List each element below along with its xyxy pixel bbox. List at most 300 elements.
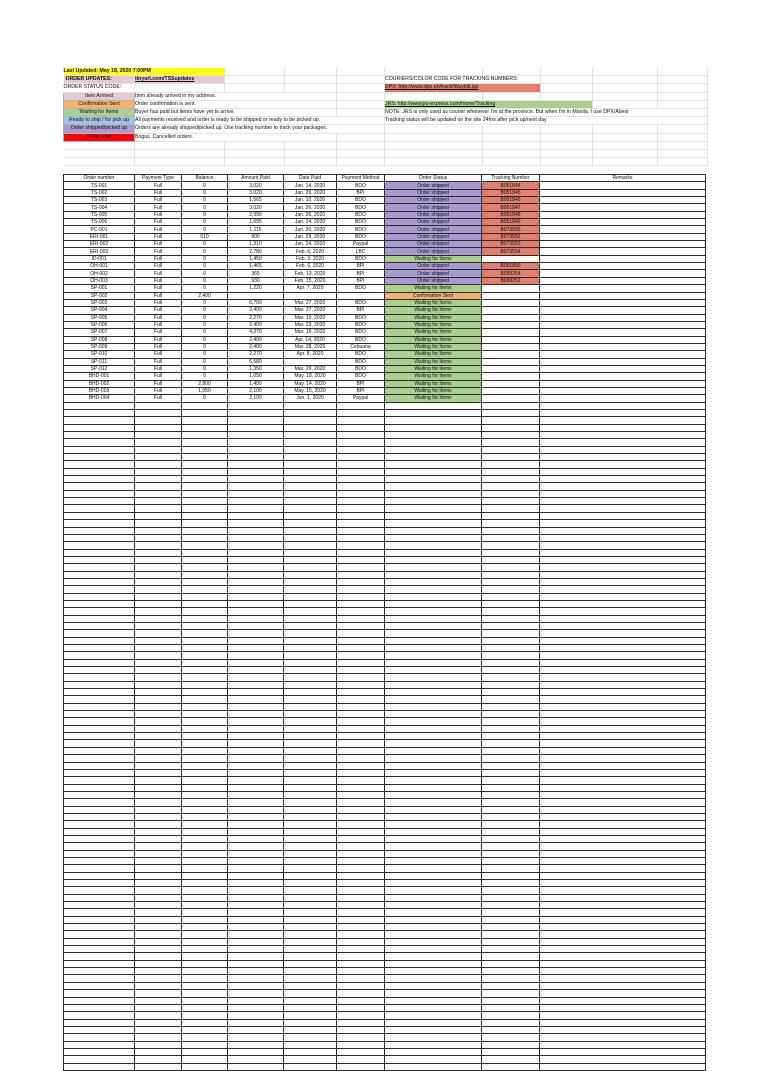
table-row bbox=[64, 806, 706, 813]
cell-payment-type bbox=[135, 733, 182, 740]
cell-tracking-number bbox=[482, 351, 540, 358]
cell-order-status bbox=[385, 630, 482, 637]
cell-payment-type: Full bbox=[135, 277, 182, 284]
cell-payment-type bbox=[135, 902, 182, 909]
cell-payment-type bbox=[135, 520, 182, 527]
cell-tracking-number bbox=[482, 556, 540, 563]
cell-order-number bbox=[64, 762, 135, 769]
cell-remarks bbox=[540, 307, 706, 314]
cell-payment-method bbox=[337, 637, 385, 644]
cell-tracking-number bbox=[482, 725, 540, 732]
cell-payment-type: Full bbox=[135, 219, 182, 226]
table-row bbox=[64, 505, 706, 512]
cell-tracking-number bbox=[482, 571, 540, 578]
cell-order-number bbox=[64, 997, 135, 1004]
cell-date-paid: Feb. 6, 2020 bbox=[284, 263, 337, 270]
cell-balance bbox=[182, 674, 228, 681]
cell-tracking-number bbox=[482, 542, 540, 549]
cell-amount-paid bbox=[228, 483, 284, 490]
cell-balance bbox=[182, 946, 228, 953]
cell-date-paid bbox=[284, 924, 337, 931]
cell-remarks bbox=[540, 351, 706, 358]
cell-order-status bbox=[385, 990, 482, 997]
cell-remarks bbox=[540, 505, 706, 512]
cell-amount-paid bbox=[228, 564, 284, 571]
cell-payment-method bbox=[337, 887, 385, 894]
table-row bbox=[64, 667, 706, 674]
table-row bbox=[64, 784, 706, 791]
cell-payment-type bbox=[135, 600, 182, 607]
cell-tracking-number: B039252 bbox=[482, 277, 540, 284]
cell-amount-paid bbox=[228, 828, 284, 835]
cell-payment-type bbox=[135, 865, 182, 872]
table-row bbox=[64, 285, 706, 292]
cell-order-status bbox=[385, 454, 482, 461]
cell-payment-method: BDO bbox=[337, 351, 385, 358]
cell-payment-method: LBC bbox=[337, 248, 385, 255]
cell-date-paid: Jun. 1, 2020 bbox=[284, 395, 337, 402]
cell-remarks bbox=[540, 674, 706, 681]
cell-amount-paid bbox=[228, 931, 284, 938]
table-row bbox=[64, 725, 706, 732]
cell-tracking-number bbox=[482, 446, 540, 453]
cell-order-status bbox=[385, 696, 482, 703]
cell-payment-type bbox=[135, 439, 182, 446]
cell-date-paid bbox=[284, 446, 337, 453]
table-row bbox=[64, 813, 706, 820]
cell-payment-type bbox=[135, 417, 182, 424]
cell-amount-paid: 6,580 bbox=[228, 358, 284, 365]
cell-date-paid bbox=[284, 711, 337, 718]
cell-date-paid bbox=[284, 916, 337, 923]
cell-tracking-number bbox=[482, 887, 540, 894]
cell-payment-method bbox=[337, 931, 385, 938]
cell-order-status bbox=[385, 865, 482, 872]
cell-date-paid bbox=[284, 740, 337, 747]
cell-order-number bbox=[64, 718, 135, 725]
table-row bbox=[64, 615, 706, 622]
cell-payment-method bbox=[337, 880, 385, 887]
column-header-amount-paid: Amount Paid bbox=[228, 175, 284, 182]
cell-remarks bbox=[540, 373, 706, 380]
cell-remarks bbox=[540, 549, 706, 556]
cell-balance bbox=[182, 659, 228, 666]
cell-remarks bbox=[540, 850, 706, 857]
legend-order-shipped: Order shipped/picked up bbox=[64, 125, 135, 133]
cell-date-paid bbox=[284, 1048, 337, 1055]
table-row bbox=[64, 329, 706, 336]
cell-date-paid bbox=[284, 946, 337, 953]
table-row bbox=[64, 410, 706, 417]
cell-date-paid bbox=[284, 402, 337, 409]
cell-remarks bbox=[540, 417, 706, 424]
cell-tracking-number bbox=[482, 968, 540, 975]
cell-payment-method bbox=[337, 711, 385, 718]
cell-order-number bbox=[64, 1048, 135, 1055]
cell-order-number bbox=[64, 733, 135, 740]
table-row bbox=[64, 762, 706, 769]
cell-balance: 0 bbox=[182, 314, 228, 321]
cell-balance bbox=[182, 813, 228, 820]
cell-balance bbox=[182, 733, 228, 740]
cell-tracking-number bbox=[482, 1056, 540, 1063]
cell-payment-method: BDO bbox=[337, 329, 385, 336]
cell-order-status bbox=[385, 828, 482, 835]
cell-tracking-number: B051850 bbox=[482, 263, 540, 270]
cell-amount-paid bbox=[228, 696, 284, 703]
cell-order-status: Waiting for Items bbox=[385, 336, 482, 343]
cell-payment-method: BPI bbox=[337, 380, 385, 387]
cell-remarks bbox=[540, 894, 706, 901]
cell-order-number: SP-007 bbox=[64, 329, 135, 336]
cell-order-number bbox=[64, 1041, 135, 1048]
cell-order-status bbox=[385, 586, 482, 593]
cell-remarks bbox=[540, 182, 706, 189]
cell-remarks bbox=[540, 578, 706, 585]
table-row bbox=[64, 828, 706, 835]
cell-remarks bbox=[540, 571, 706, 578]
cell-tracking-number bbox=[482, 1026, 540, 1033]
cell-order-status: Order shipped bbox=[385, 182, 482, 189]
cell-payment-method bbox=[337, 659, 385, 666]
cell-date-paid: Mar. 29, 2020 bbox=[284, 365, 337, 372]
cell-remarks bbox=[540, 784, 706, 791]
cell-remarks bbox=[540, 233, 706, 240]
cell-amount-paid: 2,400 bbox=[228, 321, 284, 328]
cell-balance bbox=[182, 968, 228, 975]
cell-date-paid bbox=[284, 843, 337, 850]
jrs-tracking-link[interactable]: JRS: http://www.jrs-express.com/home/Tracking bbox=[385, 100, 593, 108]
cell-order-status bbox=[385, 931, 482, 938]
cell-payment-type bbox=[135, 718, 182, 725]
cell-remarks bbox=[540, 285, 706, 292]
table-row bbox=[64, 424, 706, 431]
cell-tracking-number bbox=[482, 718, 540, 725]
cell-payment-method bbox=[337, 762, 385, 769]
cell-remarks bbox=[540, 938, 706, 945]
cell-tracking-number bbox=[482, 689, 540, 696]
cell-order-number: TS-003 bbox=[64, 197, 135, 204]
cell-remarks bbox=[540, 358, 706, 365]
cell-tracking-number: B073555 bbox=[482, 226, 540, 233]
cell-date-paid bbox=[284, 821, 337, 828]
cell-amount-paid bbox=[228, 615, 284, 622]
cell-order-status bbox=[385, 542, 482, 549]
cell-balance bbox=[182, 982, 228, 989]
cell-remarks bbox=[540, 365, 706, 372]
cell-date-paid bbox=[284, 593, 337, 600]
table-row bbox=[64, 622, 706, 629]
cell-amount-paid bbox=[228, 762, 284, 769]
cell-payment-method bbox=[337, 417, 385, 424]
cell-date-paid bbox=[284, 527, 337, 534]
cell-payment-type: Full bbox=[135, 285, 182, 292]
cell-amount-paid bbox=[228, 1004, 284, 1011]
cell-payment-method bbox=[337, 916, 385, 923]
cell-balance bbox=[182, 556, 228, 563]
cell-date-paid: Jan. 10, 2020 bbox=[284, 197, 337, 204]
cell-amount-paid bbox=[228, 806, 284, 813]
cell-tracking-number bbox=[482, 1063, 540, 1070]
cell-order-status: Confirmation Sent bbox=[385, 292, 482, 299]
cell-order-status: Waiting for Items bbox=[385, 343, 482, 350]
cell-payment-method: BPI bbox=[337, 189, 385, 196]
cell-remarks bbox=[540, 542, 706, 549]
cell-payment-method bbox=[337, 843, 385, 850]
cell-order-number: SP-011 bbox=[64, 358, 135, 365]
cell-payment-type bbox=[135, 813, 182, 820]
table-row bbox=[64, 263, 706, 270]
cell-order-number bbox=[64, 902, 135, 909]
cell-payment-method: BDO bbox=[337, 211, 385, 218]
cell-balance: 0 bbox=[182, 343, 228, 350]
cell-order-status bbox=[385, 512, 482, 519]
cell-tracking-number bbox=[482, 791, 540, 798]
cell-payment-type bbox=[135, 1034, 182, 1041]
cell-order-status bbox=[385, 689, 482, 696]
cell-amount-paid bbox=[228, 586, 284, 593]
cell-payment-method bbox=[337, 498, 385, 505]
cell-order-number bbox=[64, 600, 135, 607]
table-row bbox=[64, 226, 706, 233]
cell-order-status bbox=[385, 799, 482, 806]
cell-balance bbox=[182, 747, 228, 754]
cell-balance bbox=[182, 828, 228, 835]
cell-balance bbox=[182, 696, 228, 703]
cell-tracking-number bbox=[482, 755, 540, 762]
cell-balance bbox=[182, 689, 228, 696]
table-row bbox=[64, 417, 706, 424]
cell-remarks bbox=[540, 277, 706, 284]
cell-payment-method bbox=[337, 857, 385, 864]
cell-order-status: Order shipped bbox=[385, 241, 482, 248]
table-row bbox=[64, 534, 706, 541]
cell-tracking-number bbox=[482, 549, 540, 556]
cell-remarks bbox=[540, 615, 706, 622]
cell-balance bbox=[182, 1026, 228, 1033]
table-row bbox=[64, 197, 706, 204]
cell-order-status: Order shipped bbox=[385, 277, 482, 284]
cell-remarks bbox=[540, 622, 706, 629]
cell-remarks bbox=[540, 835, 706, 842]
cell-balance bbox=[182, 718, 228, 725]
cell-payment-type bbox=[135, 1056, 182, 1063]
cell-date-paid bbox=[284, 938, 337, 945]
cell-order-number bbox=[64, 505, 135, 512]
cell-balance: 0 bbox=[182, 351, 228, 358]
cell-remarks bbox=[540, 432, 706, 439]
cell-date-paid bbox=[284, 975, 337, 982]
dpx-tracking-link[interactable]: DPX: http://www.dpx.ph/track/Waybill.jsp bbox=[385, 84, 541, 92]
cell-date-paid bbox=[284, 784, 337, 791]
cell-amount-paid: 2,990 bbox=[228, 211, 284, 218]
cell-payment-type bbox=[135, 696, 182, 703]
table-row bbox=[64, 571, 706, 578]
cell-payment-method bbox=[337, 1034, 385, 1041]
cell-tracking-number bbox=[482, 329, 540, 336]
table-row bbox=[64, 652, 706, 659]
cell-order-number bbox=[64, 784, 135, 791]
cell-tracking-number bbox=[482, 630, 540, 637]
cell-remarks bbox=[540, 314, 706, 321]
cell-order-number: ID-001 bbox=[64, 255, 135, 262]
cell-payment-method bbox=[337, 902, 385, 909]
cell-date-paid bbox=[284, 725, 337, 732]
cell-amount-paid: 1,350 bbox=[228, 365, 284, 372]
cell-balance bbox=[182, 990, 228, 997]
table-row bbox=[64, 402, 706, 409]
cell-payment-type bbox=[135, 410, 182, 417]
cell-amount-paid: 1,400 bbox=[228, 380, 284, 387]
cell-remarks bbox=[540, 880, 706, 887]
cell-order-status bbox=[385, 476, 482, 483]
cell-payment-type bbox=[135, 784, 182, 791]
cell-tracking-number bbox=[482, 703, 540, 710]
table-row bbox=[64, 902, 706, 909]
column-header-payment-method: Payment Method bbox=[337, 175, 385, 182]
column-header-order-number: Order number bbox=[64, 175, 135, 182]
cell-order-status bbox=[385, 975, 482, 982]
cell-remarks bbox=[540, 931, 706, 938]
cell-order-number: TS-001 bbox=[64, 182, 135, 189]
cell-tracking-number bbox=[482, 784, 540, 791]
cell-date-paid: Feb. 13, 2020 bbox=[284, 270, 337, 277]
cell-payment-type bbox=[135, 490, 182, 497]
cell-payment-type bbox=[135, 806, 182, 813]
cell-order-status: Order shipped bbox=[385, 263, 482, 270]
cell-order-status bbox=[385, 417, 482, 424]
cell-payment-method bbox=[337, 1056, 385, 1063]
column-header-balance: Balance bbox=[182, 175, 228, 182]
cell-payment-method bbox=[337, 946, 385, 953]
cell-tracking-number bbox=[482, 285, 540, 292]
cell-tracking-number bbox=[482, 857, 540, 864]
order-updates-link[interactable]: tinyurl.com/TSSupdates bbox=[135, 76, 225, 84]
cell-order-status: Waiting for Items bbox=[385, 329, 482, 336]
cell-payment-method bbox=[337, 689, 385, 696]
cell-date-paid bbox=[284, 806, 337, 813]
table-row bbox=[64, 887, 706, 894]
cell-balance bbox=[182, 755, 228, 762]
cell-tracking-number bbox=[482, 564, 540, 571]
cell-balance bbox=[182, 799, 228, 806]
cell-date-paid bbox=[284, 1019, 337, 1026]
cell-tracking-number bbox=[482, 828, 540, 835]
cell-payment-method: BDO bbox=[337, 336, 385, 343]
legend-order-shipped-desc: Orders are already shipped/picked up. Use tracking number to track your packages. bbox=[135, 125, 385, 133]
table-row bbox=[64, 740, 706, 747]
cell-order-number bbox=[64, 938, 135, 945]
cell-payment-type bbox=[135, 505, 182, 512]
cell-order-status bbox=[385, 637, 482, 644]
table-row bbox=[64, 182, 706, 189]
cell-date-paid bbox=[284, 909, 337, 916]
table-row bbox=[64, 953, 706, 960]
cell-payment-type bbox=[135, 821, 182, 828]
cell-payment-type bbox=[135, 476, 182, 483]
cell-order-status: Waiting for Items bbox=[385, 307, 482, 314]
cell-payment-method bbox=[337, 747, 385, 754]
cell-tracking-number bbox=[482, 835, 540, 842]
cell-order-status bbox=[385, 410, 482, 417]
cell-order-number bbox=[64, 880, 135, 887]
cell-remarks bbox=[540, 777, 706, 784]
courier-note: NOTE: JRS is only used as courier whenever I'm at the province. But when I'm in Manila, I use DPX/Abest bbox=[385, 108, 708, 116]
cell-order-number bbox=[64, 446, 135, 453]
legend-ready-to-ship: Ready to ship / for pick up bbox=[64, 117, 135, 125]
cell-amount-paid: 1,450 bbox=[228, 255, 284, 262]
cell-payment-method: BDO bbox=[337, 219, 385, 226]
cell-date-paid: Jan. 24, 2020 bbox=[284, 219, 337, 226]
cell-date-paid bbox=[284, 1034, 337, 1041]
cell-amount-paid: 930 bbox=[228, 277, 284, 284]
cell-date-paid bbox=[284, 1026, 337, 1033]
cell-remarks bbox=[540, 498, 706, 505]
cell-order-status bbox=[385, 850, 482, 857]
cell-order-status bbox=[385, 1056, 482, 1063]
cell-order-number bbox=[64, 608, 135, 615]
cell-payment-type bbox=[135, 549, 182, 556]
cell-remarks bbox=[540, 586, 706, 593]
table-row bbox=[64, 365, 706, 372]
cell-order-status: Waiting for Items bbox=[385, 255, 482, 262]
cell-date-paid bbox=[284, 718, 337, 725]
cell-tracking-number bbox=[482, 924, 540, 931]
cell-order-status bbox=[385, 843, 482, 850]
cell-balance bbox=[182, 615, 228, 622]
cell-remarks bbox=[540, 968, 706, 975]
tracking-note: Tracking status will be updated on the site 24hrs after pick up/next day bbox=[385, 117, 708, 125]
cell-order-number bbox=[64, 454, 135, 461]
cell-balance bbox=[182, 542, 228, 549]
cell-order-number bbox=[64, 835, 135, 842]
cell-remarks bbox=[540, 997, 706, 1004]
cell-amount-paid bbox=[228, 1063, 284, 1070]
cell-balance: 0 bbox=[182, 189, 228, 196]
cell-tracking-number bbox=[482, 468, 540, 475]
cell-remarks bbox=[540, 953, 706, 960]
cell-tracking-number bbox=[482, 740, 540, 747]
cell-payment-type bbox=[135, 498, 182, 505]
cell-amount-paid: 2,100 bbox=[228, 387, 284, 394]
cell-date-paid bbox=[284, 571, 337, 578]
cell-amount-paid: 2,780 bbox=[228, 248, 284, 255]
cell-tracking-number bbox=[482, 777, 540, 784]
table-row bbox=[64, 982, 706, 989]
cell-order-number bbox=[64, 476, 135, 483]
cell-order-number bbox=[64, 696, 135, 703]
cell-remarks bbox=[540, 813, 706, 820]
cell-remarks bbox=[540, 387, 706, 394]
cell-amount-paid bbox=[228, 446, 284, 453]
cell-date-paid bbox=[284, 1004, 337, 1011]
table-row bbox=[64, 1034, 706, 1041]
cell-remarks bbox=[540, 1048, 706, 1055]
table-row bbox=[64, 255, 706, 262]
table-row bbox=[64, 373, 706, 380]
cell-order-number bbox=[64, 725, 135, 732]
cell-order-status bbox=[385, 1019, 482, 1026]
cell-order-status bbox=[385, 946, 482, 953]
cell-balance bbox=[182, 835, 228, 842]
cell-order-number bbox=[64, 490, 135, 497]
cell-tracking-number bbox=[482, 358, 540, 365]
cell-date-paid bbox=[284, 622, 337, 629]
cell-remarks bbox=[540, 197, 706, 204]
legend-order-void: Order void bbox=[64, 133, 135, 141]
cell-remarks bbox=[540, 255, 706, 262]
cell-tracking-number bbox=[482, 417, 540, 424]
